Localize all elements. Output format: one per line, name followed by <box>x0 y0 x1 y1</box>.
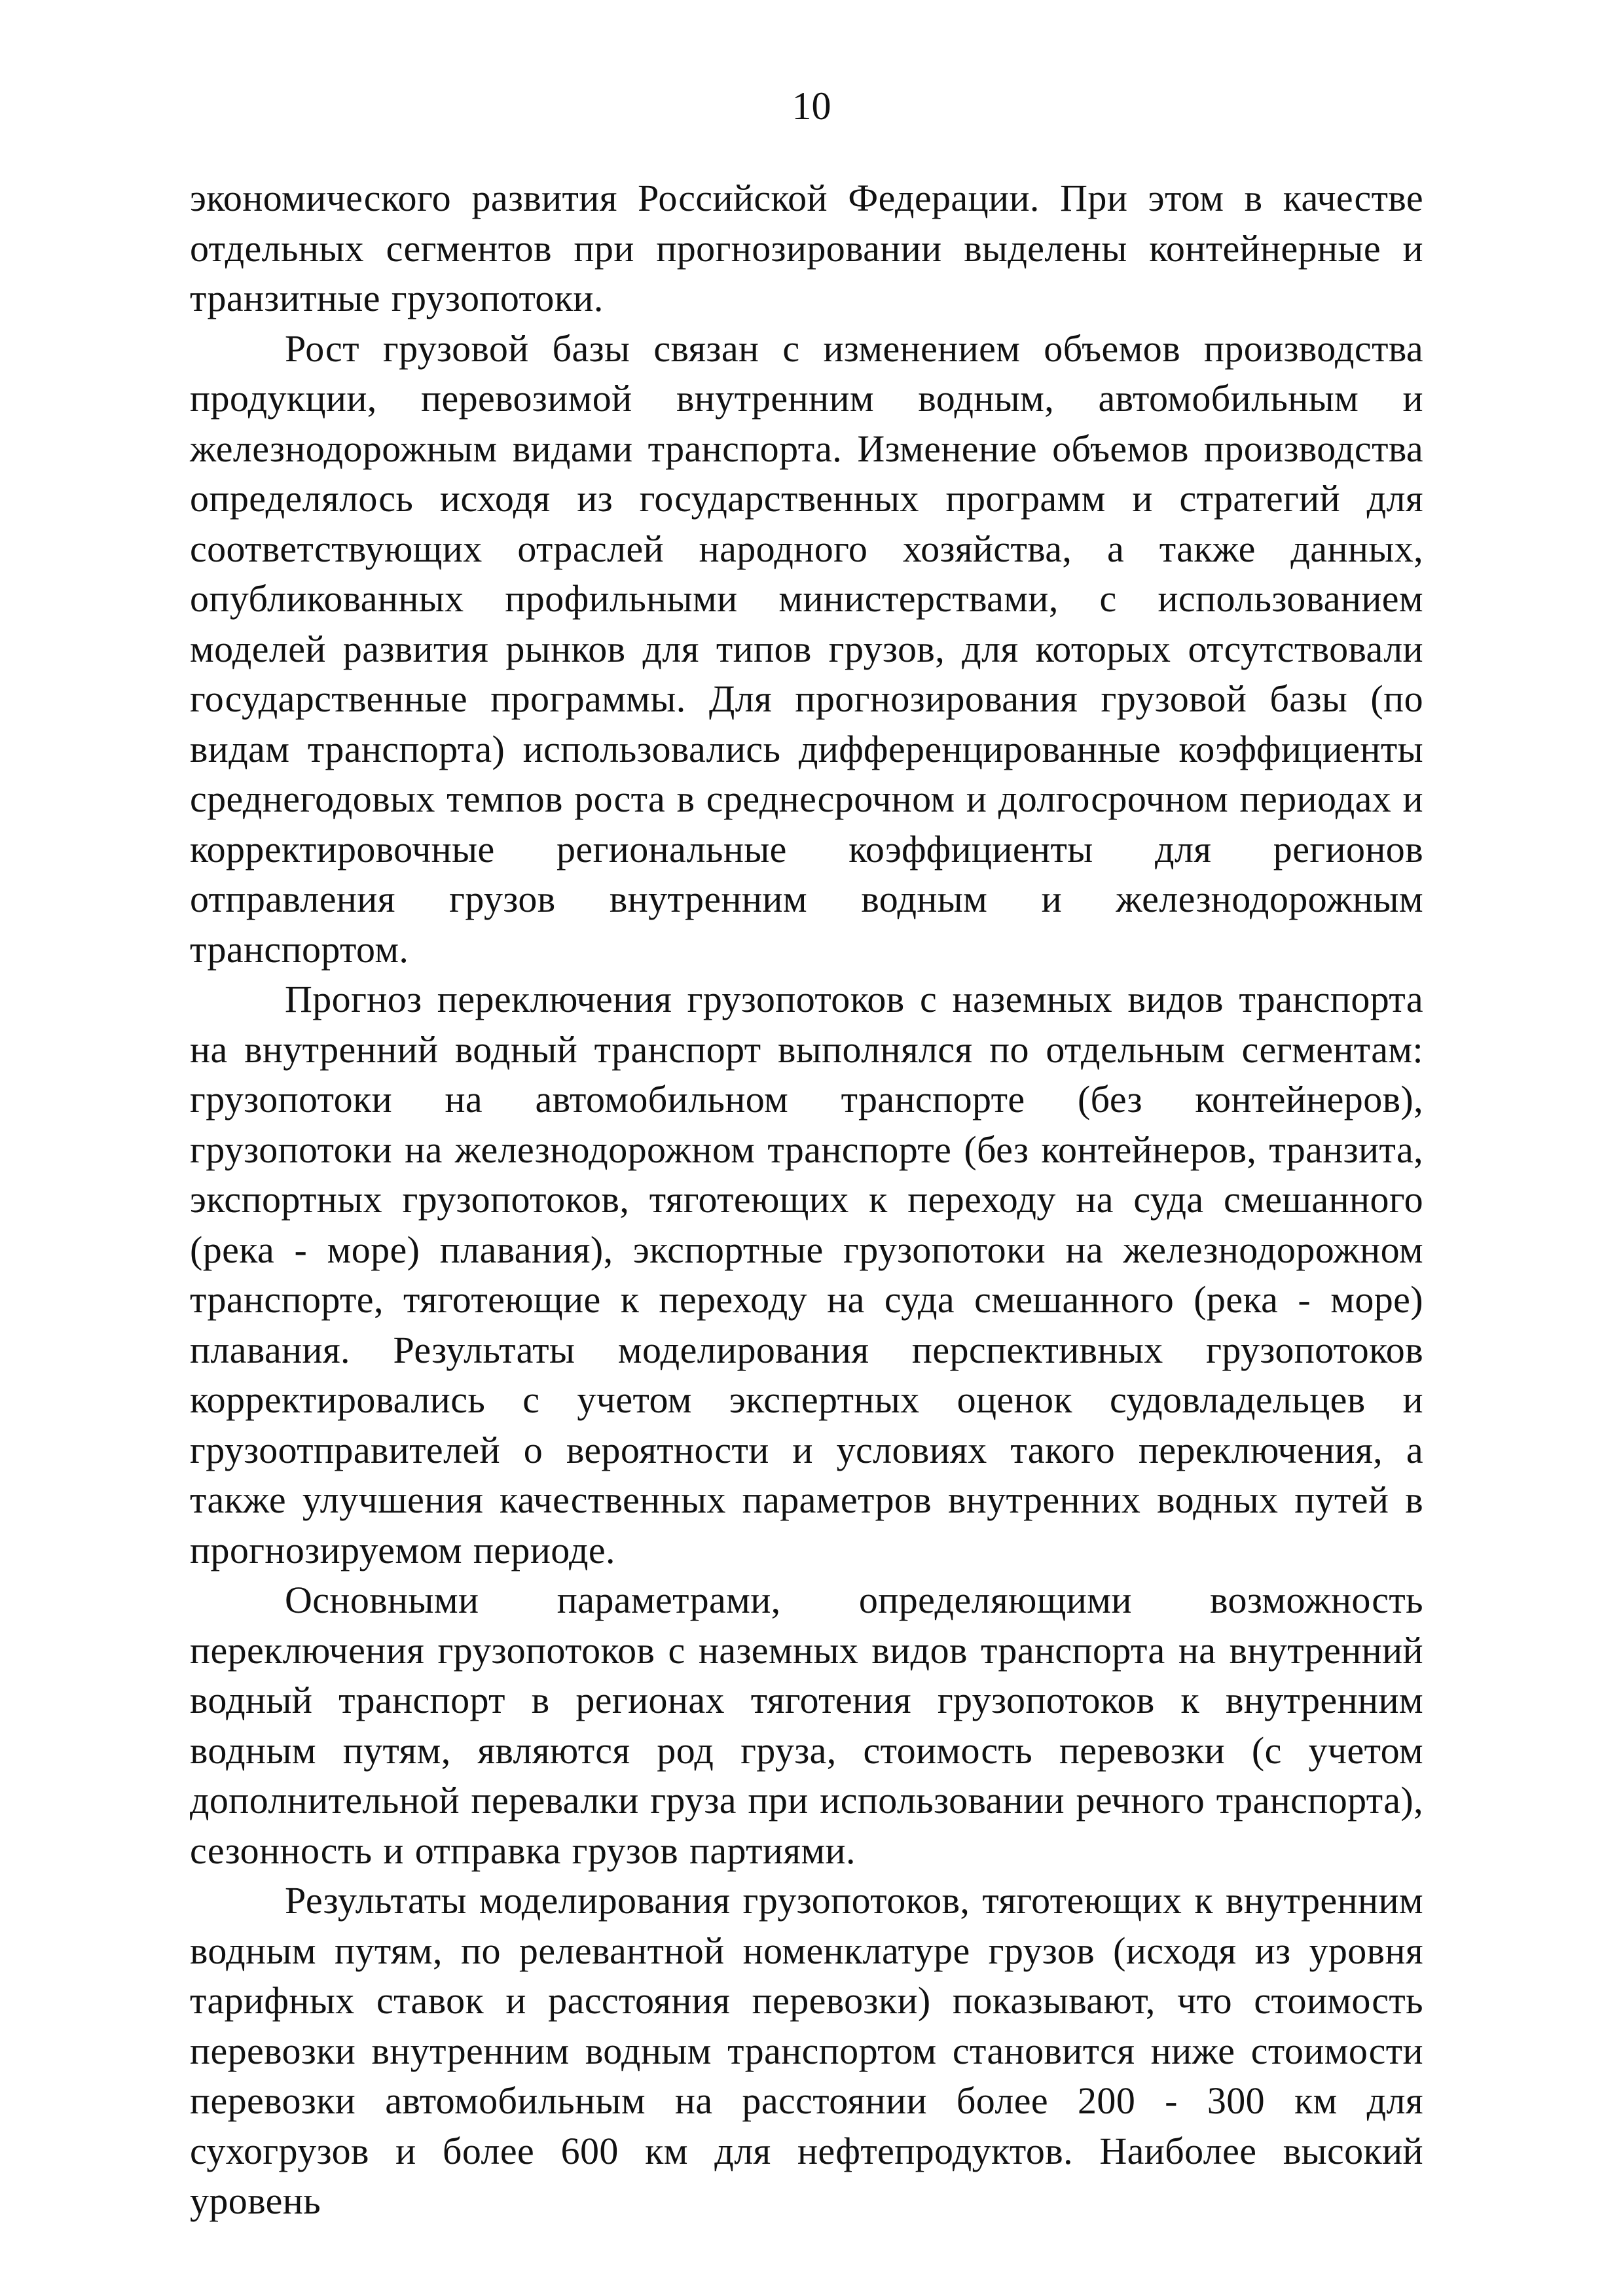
paragraph-cargo-base-growth: Рост грузовой базы связан с изменением объемов производства продукции, перевозимой внутренним водным, автомобильным и железнодорожным видами транспорта. Изменение объемов производства определялось исходя из государственных программ и стратегий для соответствующих отраслей народного хозяйства, а также данных, опубликованных профильными министерствами, с использованием моделей развития рынков для типов грузов, для которых отсутствовали государственные программы. Для прогнозирования грузовой базы (по видам транспорта) использовались дифференцированные коэффициенты среднегодовых темпов роста в среднесрочном и долгосрочном периодах и корректировочные региональные коэффициенты для регионов отправления грузов внутренним водным и железнодорожным транспортом. <box>190 327 1423 971</box>
page-number: 10 <box>792 84 831 128</box>
document-body <box>190 173 1423 2227</box>
paragraph-continuation: экономического развития Российской Федерации. При этом в качестве отдельных сегментов при прогнозировании выделены контейнерные и транзитные грузопотоки. <box>190 177 1423 319</box>
paragraph-switch-parameters: Основными параметрами, определяющими возможность переключения грузопотоков с наземных видов транспорта на внутренний водный транспорт в регионах тяготения грузопотоков к внутренним водным путям, являются род груза, стоимость перевозки (с учетом дополнительной перевалки груза при использовании речного транспорта), сезонность и отправка грузов партиями. <box>190 1579 1423 1872</box>
paragraph-traffic-switch-forecast: Прогноз переключения грузопотоков с наземных видов транспорта на внутренний водный транспорт выполнялся по отдельным сегментам: грузопотоки на автомобильном транспорте (без контейнеров), грузопотоки на железнодорожном транспорте (без контейнеров, транзита, экспортных грузопотоков, тяготеющих к переходу на суда смешанного (река - море) плавания), экспортные грузопотоки на железнодорожном транспорте, тяготеющие к переходу на суда смешанного (река - море) плавания. Результаты моделирования перспективных грузопотоков корректировались с учетом экспертных оценок судовладельцев и грузоотправителей о вероятности и условиях такого переключения, а также улучшения качественных параметров внутренних водных путей в прогнозируемом периоде. <box>190 978 1423 1571</box>
paragraph-modeling-results: Результаты моделирования грузопотоков, тяготеющих к внутренним водным путям, по релевантной номенклатуре грузов (исходя из уровня тарифных ставок и расстояния перевозки) показывают, что стоимость перевозки внутренним водным транспортом становится ниже стоимости перевозки автомобильным на расстоянии более 200 - 300 км для сухогрузов и более 600 км для нефтепродуктов. Наиболее высокий уровень <box>190 1879 1423 2222</box>
